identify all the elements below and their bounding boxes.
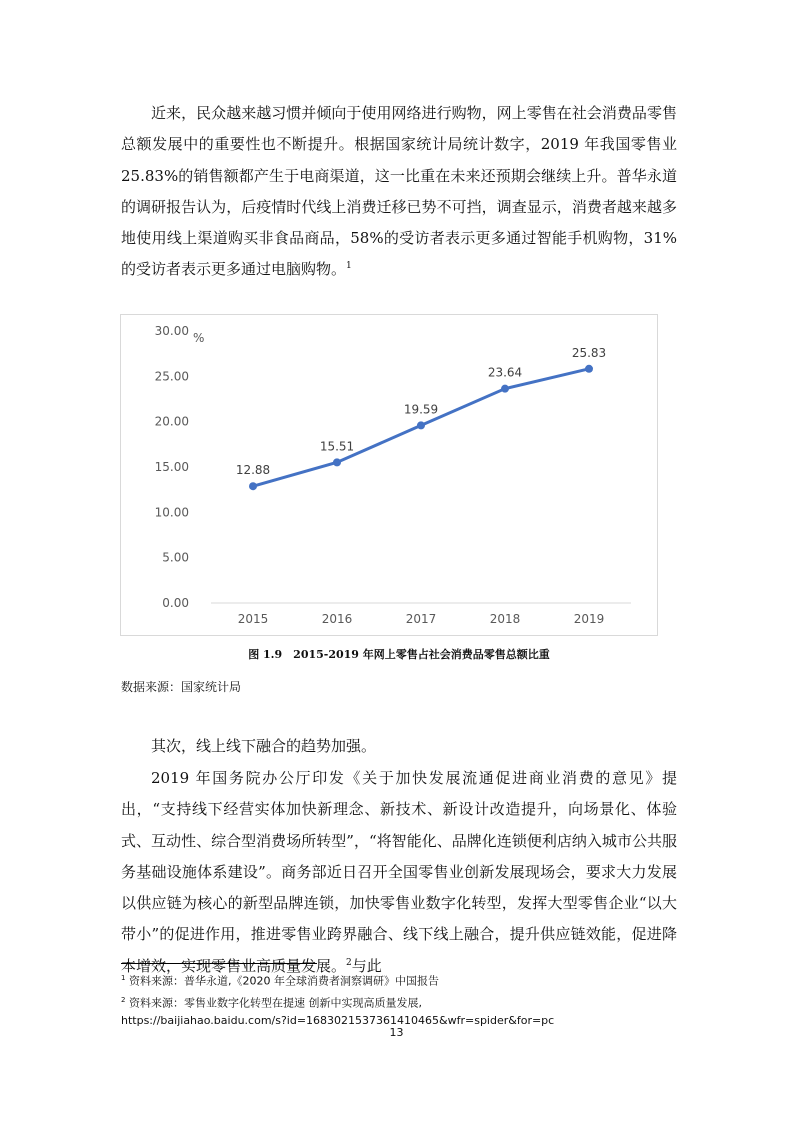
- body-paragraph-2: [121, 731, 677, 762]
- footnote-1-number: 1: [121, 974, 126, 982]
- data-point: [249, 482, 257, 490]
- x-tick-label: 2015: [237, 612, 269, 626]
- data-label: 25.83: [571, 345, 607, 360]
- paragraph-1-text: 近来，民众越来越习惯并倾向于使用网络进行购物，网上零售在社会消费品零售总额发展中的重要性也不断提升。根据国家统计局统计数字，2019 年我国零售业 25.83%的销售额都产生于电商渠道，这一比重在未来还预期会继续上升。普华永道的调研报告认为，后疫情时代线上消费迁移已势不可挡，调查显示，消费者越来越多地使用线上渠道购买非食品商品，58%的受访者表示更多通过智能手机购物，31%的受访者表示更多通过电脑购物。: [121, 104, 677, 279]
- footnote-2-text: 资料来源：零售业数字化转型在提速 创新中实现高质量发展,: [125, 996, 422, 1010]
- paragraph-3-tail: 与此: [351, 956, 382, 975]
- y-unit-label: %: [193, 331, 205, 345]
- footnote-ref-1[interactable]: 1: [346, 261, 352, 272]
- chart-svg: [121, 315, 657, 635]
- body-paragraph-3: [121, 763, 677, 982]
- footnote-ref-2[interactable]: 2: [346, 957, 352, 968]
- footnote-2: [121, 991, 681, 1013]
- footnotes: [121, 969, 681, 1030]
- figure-caption: 图 1.9 2015-2019 年网上零售占社会消费品零售总额比重: [248, 648, 550, 661]
- body-paragraph-1: [121, 98, 677, 286]
- y-tick-label: 30.00: [154, 324, 189, 338]
- y-tick-label: 10.00: [154, 505, 189, 520]
- page-number: 13: [389, 1026, 404, 1039]
- y-tick-label: 15.00: [154, 460, 189, 474]
- data-label: 19.59: [403, 402, 439, 417]
- data-point: [501, 385, 509, 393]
- data-label: 23.64: [487, 365, 523, 380]
- y-tick-label: 0.00: [162, 596, 189, 610]
- x-axis: [211, 603, 631, 626]
- paragraph-3-text: 2019 年国务院办公厅印发《关于加快发展流通促进商业消费的意见》提出，“支持线下经营实体加快新理念、新技术、新设计改造提升，向场景化、体验式、互动性、综合型消费场所转型”，“将智能化、品牌化连锁便利店纳入城市公共服务基础设施体系建设”。商务部近日召开全国零售业创新发展现场会，要求大力发展以供应链为核心的新型品牌连锁，加快零售业数字化转型，发挥大型零售企业“以大带小”的促进作用，推进零售业跨界融合、线下线上融合，提升供应链效能，促进降本增效，实现零售业高质量发展。: [121, 769, 677, 975]
- line-chart: [120, 314, 658, 636]
- footnote-divider: [121, 963, 317, 964]
- y-axis: [155, 324, 189, 610]
- x-tick-label: 2019: [573, 612, 605, 626]
- x-tick-label: 2016: [321, 612, 353, 626]
- y-tick-label: 5.00: [162, 550, 189, 565]
- footnote-1-text: 资料来源：普华永道,《2020 年全球消费者洞察调研》中国报告: [125, 974, 439, 988]
- data-labels: [236, 346, 606, 477]
- y-tick-label: 20.00: [154, 414, 189, 429]
- data-point: [585, 365, 593, 373]
- data-point: [417, 421, 425, 429]
- data-label: 15.51: [319, 439, 355, 454]
- footnote-1: [121, 969, 681, 991]
- paragraph-2-text: 其次，线上线下融合的趋势加强。: [151, 737, 377, 755]
- y-tick-label: 25.00: [154, 369, 189, 384]
- x-tick-label: 2018: [489, 612, 521, 626]
- data-point: [333, 458, 341, 466]
- footnote-2-url[interactable]: https://baijiahao.baidu.com/s?id=1683021537361410465&wfr=spider&for=pc: [121, 1014, 555, 1028]
- footnote-2-number: 2: [121, 995, 126, 1004]
- data-label: 12.88: [235, 463, 271, 478]
- data-source: 数据来源：国家统计局: [121, 680, 242, 694]
- x-tick-label: 2017: [405, 612, 437, 626]
